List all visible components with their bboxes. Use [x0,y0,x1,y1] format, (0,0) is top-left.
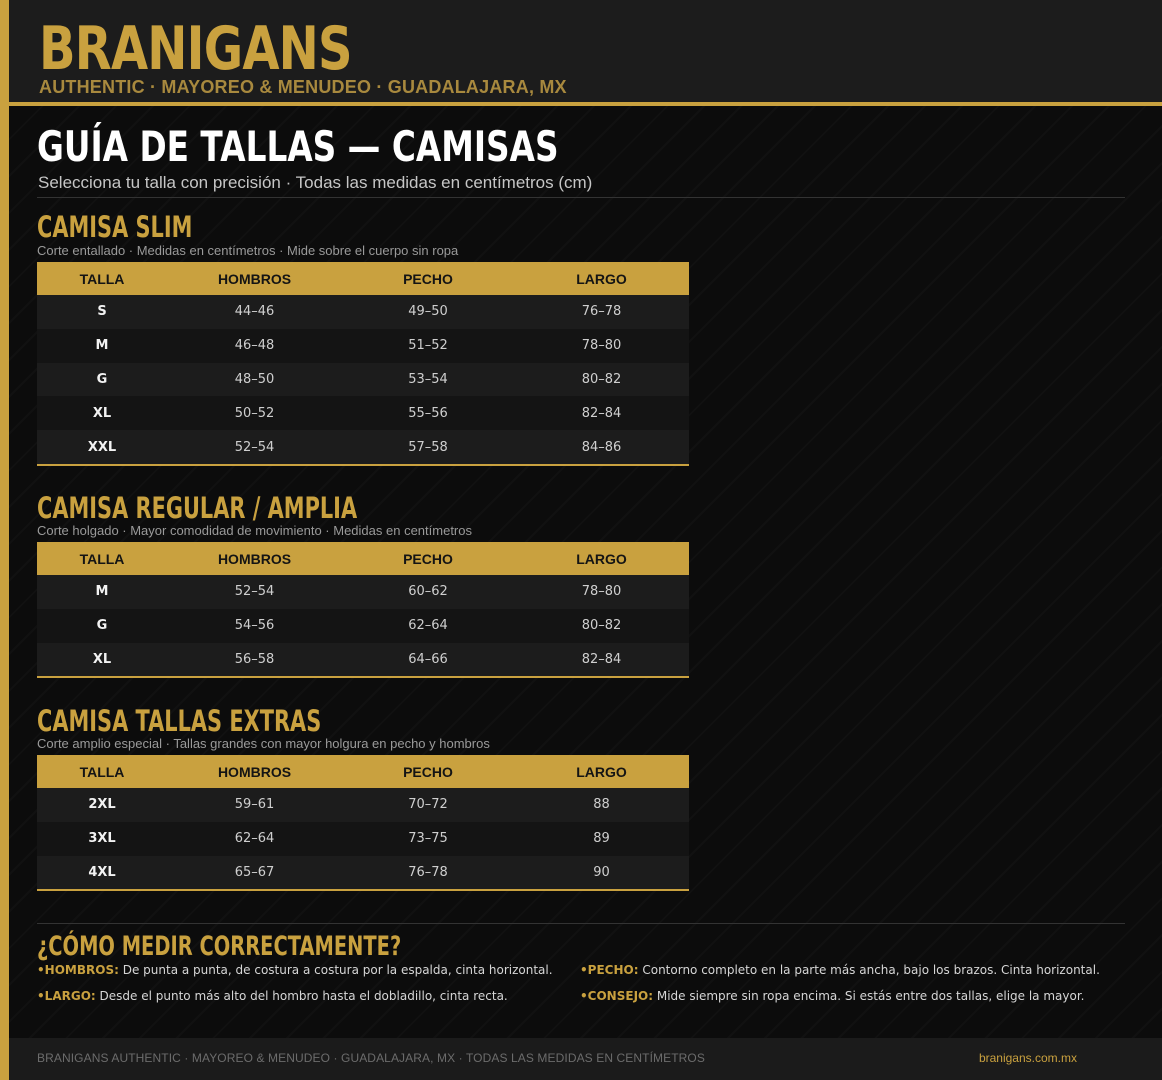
largo-cell: 82–84 [514,643,689,678]
brand-header [9,0,1162,106]
column-header-pecho: PECHO [342,755,514,788]
hombros-cell: 46–48 [167,329,342,363]
largo-cell: 90 [514,856,689,891]
pecho-cell: 64–66 [342,643,514,678]
largo-cell: 78–80 [514,329,689,363]
hombros-cell: 50–52 [167,396,342,430]
table-header-row [37,262,689,295]
hombros-cell: 52–54 [167,430,342,465]
website-link[interactable]: branigans.com.mx [978,1051,1077,1065]
section-subtitle-extras: Corte amplio especial · Tallas grandes con mayor holgura en pecho y hombros [37,736,490,751]
column-header-hombros: HOMBROS [167,262,342,295]
size-cell: G [37,609,167,643]
size-table-regular [37,542,689,678]
tip-largo [37,989,508,1003]
tip-consejo [580,989,1084,1003]
tip-text: De punta a punta, de costura a costura por la espalda, cinta horizontal. [122,963,553,977]
table-row [37,295,689,329]
tip-bullet: • [580,963,588,977]
table-row [37,329,689,363]
column-header-hombros: HOMBROS [167,542,342,575]
tip-key: HOMBROS: [44,963,119,977]
divider [37,923,1125,924]
hombros-cell: 48–50 [167,363,342,397]
size-table-slim [37,262,689,466]
size-cell: 4XL [37,856,167,891]
pecho-cell: 53–54 [342,363,514,397]
column-header-largo: LARGO [514,542,689,575]
size-table-extras [37,755,689,891]
hombros-cell: 44–46 [167,295,342,329]
pecho-cell: 62–64 [342,609,514,643]
table-header-row [37,755,689,788]
size-cell: XL [37,396,167,430]
table-row [37,575,689,609]
table-row [37,430,689,465]
section-title-slim: CAMISA SLIM [37,210,193,244]
column-header-largo: LARGO [514,262,689,295]
size-cell: 3XL [37,822,167,856]
column-header-hombros: HOMBROS [167,755,342,788]
pecho-cell: 76–78 [342,856,514,891]
left-accent-bar [0,0,9,1080]
table-row [37,363,689,397]
page-subtitle: Selecciona tu talla con precisión · Todas las medidas en centímetros (cm) [38,173,593,192]
pecho-cell: 70–72 [342,788,514,822]
largo-cell: 76–78 [514,295,689,329]
hombros-cell: 59–61 [167,788,342,822]
footer-text: BRANIGANS AUTHENTIC · MAYOREO & MENUDEO · GUADALAJARA, MX · TODAS LAS MEDIDAS EN CENTÍMETROS [37,1051,705,1065]
tip-text: Contorno completo en la parte más ancha, bajo los brazos. Cinta horizontal. [642,963,1100,977]
tip-bullet: • [37,963,45,977]
size-cell: XL [37,643,167,678]
how-to-measure-title: ¿CÓMO MEDIR CORRECTAMENTE? [37,931,402,962]
table-row [37,856,689,891]
pecho-cell: 49–50 [342,295,514,329]
size-cell: G [37,363,167,397]
size-cell: S [37,295,167,329]
page-title: GUÍA DE TALLAS — CAMISAS [37,122,559,171]
tip-bullet: • [580,989,588,1003]
pecho-cell: 57–58 [342,430,514,465]
largo-cell: 88 [514,788,689,822]
size-cell: M [37,329,167,363]
largo-cell: 78–80 [514,575,689,609]
tip-key: CONSEJO: [587,989,654,1003]
hombros-cell: 56–58 [167,643,342,678]
divider [37,197,1125,198]
brand-tagline: AUTHENTIC · MAYOREO & MENUDEO · GUADALAJARA, MX [39,77,567,97]
hombros-cell: 65–67 [167,856,342,891]
table-row [37,643,689,678]
pecho-cell: 73–75 [342,822,514,856]
column-header-pecho: PECHO [342,262,514,295]
column-header-talla: TALLA [37,542,167,575]
size-cell: 2XL [37,788,167,822]
pecho-cell: 55–56 [342,396,514,430]
hombros-cell: 62–64 [167,822,342,856]
largo-cell: 80–82 [514,363,689,397]
column-header-largo: LARGO [514,755,689,788]
column-header-talla: TALLA [37,262,167,295]
section-title-extras: CAMISA TALLAS EXTRAS [37,704,322,738]
largo-cell: 89 [514,822,689,856]
hombros-cell: 54–56 [167,609,342,643]
size-cell: M [37,575,167,609]
brand-logo: BRANIGANS [39,14,352,84]
page-footer [9,1038,1162,1080]
column-header-talla: TALLA [37,755,167,788]
section-subtitle-slim: Corte entallado · Medidas en centímetros · Mide sobre el cuerpo sin ropa [37,243,459,258]
tip-text: Desde el punto más alto del hombro hasta el dobladillo, cinta recta. [99,989,508,1003]
section-subtitle-regular: Corte holgado · Mayor comodidad de movimiento · Medidas en centímetros [37,523,472,538]
tip-key: PECHO: [587,963,639,977]
pecho-cell: 51–52 [342,329,514,363]
tip-key: LARGO: [44,989,96,1003]
tip-hombros [37,963,553,977]
size-cell: XXL [37,430,167,465]
table-row [37,609,689,643]
column-header-pecho: PECHO [342,542,514,575]
tip-pecho [580,963,1100,977]
table-header-row [37,542,689,575]
tip-bullet: • [37,989,45,1003]
table-row [37,788,689,822]
hombros-cell: 52–54 [167,575,342,609]
pecho-cell: 60–62 [342,575,514,609]
largo-cell: 84–86 [514,430,689,465]
largo-cell: 80–82 [514,609,689,643]
section-title-regular: CAMISA REGULAR / AMPLIA [37,491,358,525]
largo-cell: 82–84 [514,396,689,430]
table-row [37,822,689,856]
table-row [37,396,689,430]
tip-text: Mide siempre sin ropa encima. Si estás entre dos tallas, elige la mayor. [656,989,1085,1003]
